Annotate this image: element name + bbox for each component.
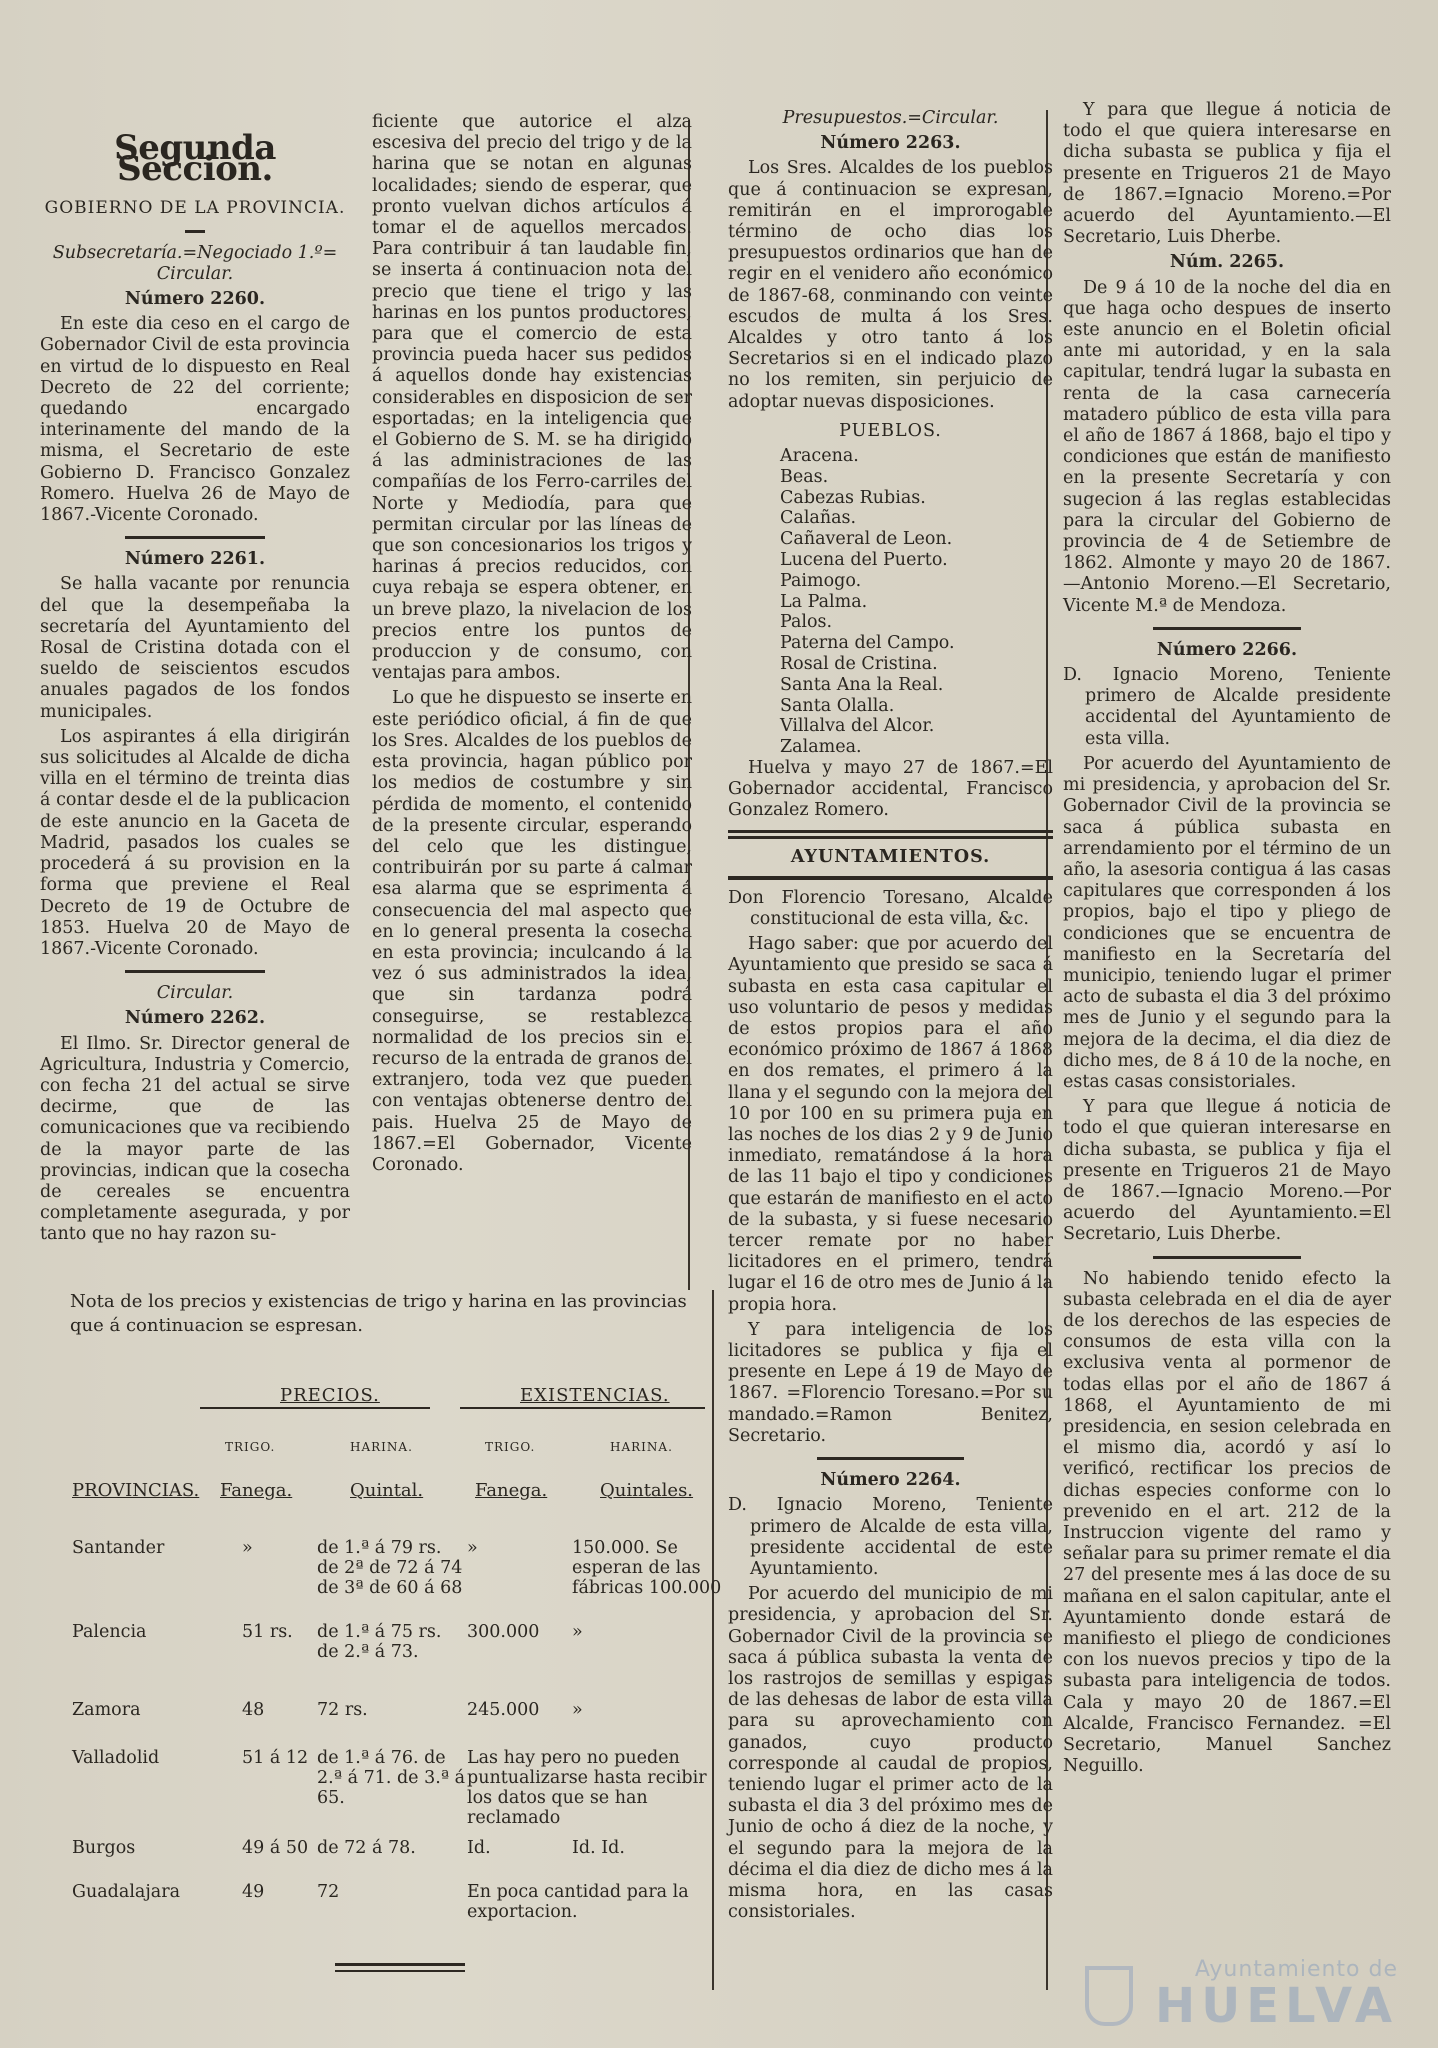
- cell-prov: Palencia: [72, 1622, 147, 1642]
- divider: [728, 876, 1053, 880]
- pueblo-item: Villalva del Alcor.: [780, 716, 935, 737]
- cell-prov: Santander: [72, 1538, 165, 1558]
- divider: [1153, 627, 1301, 630]
- pueblo-item: Lucena del Puerto.: [780, 550, 948, 571]
- quintales-header: Quintales.: [600, 1480, 694, 1501]
- pueblo-item: Rosal de Cristina.: [780, 654, 938, 675]
- trigo-subheader: TRIGO.: [485, 1440, 536, 1454]
- column-2: [372, 112, 692, 1180]
- cell-pt: 51 rs.: [242, 1622, 293, 1642]
- pueblo-item: Calañas.: [780, 508, 857, 529]
- moreno2-heading: D. Ignacio Moreno, Teniente primero de Alcalde presidente accidental del Ayuntamiento de esta villa.: [1063, 665, 1391, 749]
- divider: [817, 1457, 963, 1460]
- divider: [335, 1970, 465, 1972]
- cell-ph: de 72 á 78.: [317, 1838, 416, 1858]
- moreno-heading: D. Ignacio Moreno, Teniente primero de Alcalde de esta villa, presidente accidental de este Ayuntamiento.: [728, 1495, 1053, 1579]
- cell-et: En poca cantidad para la exportacion.: [467, 1882, 689, 1922]
- toresano-text: Hago saber: que por acuerdo del Ayuntamiento que presido se saca á subasta en esta casa capitular el uso voluntario de pesos y medidas de estos propios para el año económico próximo de 1867 á 1868 en dos remates, el primero á la llana y el segundo con la mejora del 10 por 100 en su primera puja en las noches de los dias 2 y 9 de Junio inmediato, rematándose á la hora de las 11 bajo el tipo y condiciones que estarán de manifiesto en el acto de la subasta, y si fuese necesario tercer remate por no haber licitadores en el primero, tendrá lugar el 16 de otro mes de Junio á la propia hora.: [728, 934, 1053, 1315]
- cell-et: Id.: [467, 1838, 491, 1858]
- signature-2263: Huelva y mayo 27 de 1867.=El Gobernador accidental, Francisco Gonzalez Romero.: [728, 758, 1053, 821]
- cell-ph: de 1.ª á 75 rs. de 2.ª á 73.: [317, 1622, 442, 1662]
- number-2261: Número 2261.: [124, 549, 266, 570]
- archive-watermark: [1155, 1957, 1398, 2034]
- fanega-header: Fanega.: [220, 1480, 293, 1501]
- pueblo-item: Zalamea.: [780, 737, 862, 758]
- toresano-heading: Don Florencio Toresano, Alcalde constitucional de esta villa, &c.: [728, 887, 1053, 930]
- text-2261a: Se halla vacante por renuncia del que la desempeñaba la secretaría del Ayuntamiento del Rosal de Cristina dotada con el sueldo de seiscientos escudos anuales pagados de los fondos municipales.: [40, 574, 350, 722]
- text-2264: Por acuerdo del municipio de mi presidencia, y aprobacion del Sr. Gobernador Civil de la provincia se saca á pública subasta la venta de los rastrojos de semillas y espigas de las dehesas de labor de esta villa para su aprovechamiento con ganados, cuyo producto corresponde al caudal de propios, teniendo lugar el primer acto de la subasta el dia 3 del próximo mes de Junio de ocho á diez de la noche, y el segundo para la mejora de la décima el dia diez de dicho mes á la misma hora, en las casas consistoriales.: [728, 1584, 1053, 1923]
- pueblo-item: Aracena.: [780, 446, 859, 467]
- cell-eh: »: [572, 1700, 583, 1720]
- text-2261b: Los aspirantes á ella dirigirán sus solicitudes al Alcalde de dicha villa en el término de treinta dias á contar desde el de la publicacion de este anuncio en la Gaceta de Madrid, pasados los cuales se procederá á su provision en la forma que previene el Real Decreto de 19 de Octubre de 1853. Huelva 20 de Mayo de 1867.-Vicente Coronado.: [40, 726, 350, 959]
- pueblo-item: La Palma.: [780, 591, 868, 612]
- cell-eh: Id. Id.: [572, 1838, 625, 1858]
- watermark-top: Ayuntamiento de: [1194, 1957, 1398, 1982]
- text-2260: En este dia ceso en el cargo de Gobernador Civil de esta provincia en virtud de lo dispuesto en Real Decreto de 22 del corriente; quedando encargado interinamente del mando de la misma, el Secretario de este Gobierno D. Francisco Gonzalez Romero. Huelva 26 de Mayo de 1867.-Vicente Coronado.: [40, 314, 350, 526]
- crest-icon: [1085, 1966, 1133, 2026]
- text-2263: Los Sres. Alcaldes de los pueblos que á continuacion se expresan, remitirán en el improrogable término de ocho dias los presupuestos ordinarios que han de regir en el venidero año económico de 1867-68, conminando con veinte escudos de multa á los Sres. Alcaldes y otro tanto á los Secretarios si en el indicado plazo no los remiten, sin perjuicio de adoptar nuevas disposiciones.: [728, 158, 1053, 412]
- text-2262-order: Lo que he dispuesto se inserte en este periódico oficial, á fin de que los Sres. Alcaldes de los pueblos de esta provincia, hagan público por los medios de costumbre y sin pérdida de momento, el contenido de la presente circular, esperando del celo que les distingue, contribuirán por su parte á calmar esa alarma que se esprimenta á consecuencia del mal aspecto que en lo general presenta la cosecha en esta provincia; inculcando á la vez ó sus administrados la idea, que sin tardanza podrá conseguirse, se restablezca normalidad de los precios sin el recurso de la entrada de granos del extranjero, toda vez que pueden con ventajas obtenerse dentro del pais. Huelva 25 de Mayo de 1867.=El Gobernador, Vicente Coronado.: [372, 688, 692, 1175]
- precios-header: PRECIOS.: [280, 1385, 380, 1406]
- section-title: Segunda Seccion.: [114, 128, 276, 190]
- text-2262: El Ilmo. Sr. Director general de Agricultura, Industria y Comercio, con fecha 21 del actual se sirve decirme, que de las comunicaciones que va recibiendo de la mayor parte de las provincias, indican que la cosecha de cereales se encuentra completamente asegurada, y por tanto que no hay razon su-: [40, 1033, 350, 1245]
- divider: [1153, 1256, 1301, 1259]
- cell-et: »: [467, 1538, 478, 1558]
- pueblos-list: [728, 446, 1053, 758]
- presupuestos-heading: Presupuestos.=Circular.: [782, 108, 999, 128]
- quintal-header: Quintal.: [350, 1480, 424, 1501]
- pueblos-heading: PUEBLOS.: [839, 420, 942, 441]
- circular-heading: Circular.: [156, 983, 234, 1004]
- fanega-header: Fanega.: [475, 1480, 548, 1501]
- provincias-header: PROVINCIAS.: [72, 1480, 200, 1501]
- cell-pt: 49: [242, 1882, 265, 1902]
- cell-ph: de 1.ª á 79 rs. de 2ª de 72 á 74 de 3ª de 60 á 68: [317, 1538, 463, 1598]
- cell-et: 300.000: [467, 1622, 540, 1642]
- cell-pt: 48: [242, 1700, 265, 1720]
- divider: [125, 536, 265, 539]
- divider: [125, 970, 265, 973]
- cell-et: Las hay pero no pueden puntualizarse hasta recibir los datos que se han reclamado: [467, 1748, 707, 1828]
- cell-prov: Valladolid: [72, 1748, 160, 1768]
- government-title: GOBIERNO DE LA PROVINCIA.: [44, 198, 346, 219]
- cell-eh: 150.000. Se esperan de las fábricas 100.000: [572, 1538, 722, 1598]
- existencias-header: EXISTENCIAS.: [520, 1385, 670, 1406]
- cell-pt: 49 á 50: [242, 1838, 309, 1858]
- number-2266: Número 2266.: [1156, 639, 1298, 660]
- number-2260: Número 2260.: [124, 289, 266, 310]
- cell-et: 245.000: [467, 1700, 540, 1720]
- pueblo-item: Beas.: [780, 466, 829, 487]
- divider: [335, 1963, 465, 1966]
- subsecretaria-heading: Subsecretaría.=Negociado 1.º= Circular.: [52, 242, 338, 284]
- text-2266b: Y para que llegue á noticia de todo el que quieran interesarse en dicha subasta, se publica y fija el presente en Trigueros 21 de Mayo de 1867.—Ignacio Moreno.—Por acuerdo del Ayuntamiento.=El Secretario, Luis Dherbe.: [1063, 1097, 1391, 1245]
- number-2264: Número 2264.: [820, 1470, 961, 1491]
- text-cala: No habiendo tenido efecto la subasta celebrada en el dia de ayer de los derechos de las especies de consumos de esta villa con la exclusiva venta al pormenor de todas ellas por el año de 1867 á 1868, el Ayuntamiento de mi presidencia, en sesion celebrada en el mismo dia, acordó y así lo verificó, rectificar los precios de dichas especies conforme con lo prevenido en el art. 212 de la Instruccion vigente del ramo y señalar para su primer remate el dia 27 del presente mes á las doce de su mañana en el salon capitular, ante el Ayuntamiento donde estará de manifiesto el pliego de condiciones con los nuevos precios y tipo de la subasta para inteligencia de todos. Cala y mayo 20 de 1867.=El Alcalde, Francisco Fernandez. =El Secretario, Manuel Sanchez Neguillo.: [1063, 1268, 1391, 1777]
- cell-ph: 72: [317, 1882, 340, 1902]
- header-rule: [460, 1407, 705, 1409]
- number-2263: Número 2263.: [820, 133, 961, 154]
- trigo-subheader: TRIGO.: [225, 1440, 276, 1454]
- header-rule: [200, 1407, 430, 1409]
- harina-subheader: HARINA.: [610, 1440, 673, 1454]
- text-2262-cont: ficiente que autorice el alza escesiva del precio del trigo y de la harina que se notan en algunas localidades; siendo de esperar, que pronto vuelvan dichos artículos á tomar el de aquellos mercados. Para contribuir á tan laudable fin, se inserta á continuacion nota del precio que tiene el trigo y las harinas en los puntos productores, para que el comercio de esta provincia pueda hacer sus pedidos á aquellos donde hay existencias considerables en disposicion de ser esportadas; en la inteligencia que el Gobierno de S. M. se ha dirigido á las administraciones de las compañías de los Ferro-carriles del Norte y Mediodía, para que permitan circular por las líneas de que son concesionarios los trigos y harinas á precios reducidos, con cuya rebaja se espera obtener, en un breve plazo, la nivelacion de los precios entre los puntos de produccion y de consumo, con ventajas para ambos.: [372, 112, 692, 684]
- divider: [185, 230, 205, 233]
- pueblo-item: Palos.: [780, 612, 833, 633]
- text-2264-cont: Y para que llegue á noticia de todo el que quiera interesarse en dicha subasta se publica y fija el presente en Trigueros 21 de Mayo de 1867.=Ignacio Moreno.=Por acuerdo del Ayuntamiento.—El Secretario, Luis Dherbe.: [1063, 100, 1391, 248]
- number-2265: Núm. 2265.: [1169, 252, 1285, 273]
- pueblo-item: Paterna del Campo.: [780, 633, 955, 654]
- text-2265: De 9 á 10 de la noche del dia en que haga ocho despues de inserto este anuncio en el Boletin oficial ante mi autoridad, y en la sala capitular, tendrá lugar la subasta en renta de la casa carnecería matadero público de esta villa para el año de 1867 á 1868, bajo el tipo y condiciones que están de manifiesto en la presente Secretaría y con sugecion á las reglas establecidas para la circular del Gobierno de provincia de 4 de Setiembre de 1862. Almonte y mayo 20 de 1867. —Antonio Moreno.—El Secretario, Vicente M.ª de Mendoza.: [1063, 277, 1391, 616]
- toresano-signature: Y para inteligencia de los licitadores se publica y fija el presente en Lepe á 19 de Mayo de 1867. =Florencio Toresano.=Por su mandado.=Ramon Benitez, Secretario.: [728, 1319, 1053, 1446]
- column-1: [40, 118, 350, 1250]
- pueblo-item: Paimogo.: [780, 570, 862, 591]
- ayuntamientos-heading: AYUNTAMIENTOS.: [790, 846, 991, 867]
- cell-pt: »: [242, 1538, 253, 1558]
- text-2266a: Por acuerdo del Ayuntamiento de mi presidencia, y aprobacion del Sr. Gobernador Civil de la provincia se saca á pública subasta en arrendamiento por el término de un año, la asesoria contigua á las casas capitulares que corresponden á los propios, bajo el tipo y pliego de condiciones que se encuentra de manifiesto en la Secretaría del municipio, teniendo lugar el primer acto de subasta el dia 3 del próximo mes de Junio y el segundo para la mejora de la decima, el dia diez de dicho mes, de 8 á 10 de la noche, en estas casas consistoriales.: [1063, 753, 1391, 1092]
- cell-pt: 51 á 12: [242, 1748, 309, 1768]
- pueblo-item: Cañaveral de Leon.: [780, 529, 953, 550]
- cell-eh: »: [572, 1622, 583, 1642]
- pueblo-item: Cabezas Rubias.: [780, 487, 926, 508]
- pueblo-item: Santa Olalla.: [780, 695, 895, 716]
- cell-prov: Burgos: [72, 1838, 136, 1858]
- divider: [728, 830, 1053, 839]
- column-3: [728, 108, 1053, 1927]
- cell-prov: Zamora: [72, 1700, 141, 1720]
- cell-prov: Guadalajara: [72, 1882, 181, 1902]
- number-2262: Número 2262.: [124, 1008, 266, 1029]
- harina-subheader: HARINA.: [350, 1440, 413, 1454]
- table-note: Nota de los precios y existencias de trigo y harina en las provincias que á continuacion se espresan.: [70, 1291, 687, 1336]
- watermark-bottom: HUELVA: [1155, 1978, 1398, 2034]
- cell-ph: 72 rs.: [317, 1700, 368, 1720]
- column-4: [1063, 100, 1391, 1781]
- cell-ph: de 1.ª á 76. de 2.ª á 71. de 3.ª á 65.: [317, 1748, 466, 1808]
- pueblo-item: Santa Ana la Real.: [780, 674, 944, 695]
